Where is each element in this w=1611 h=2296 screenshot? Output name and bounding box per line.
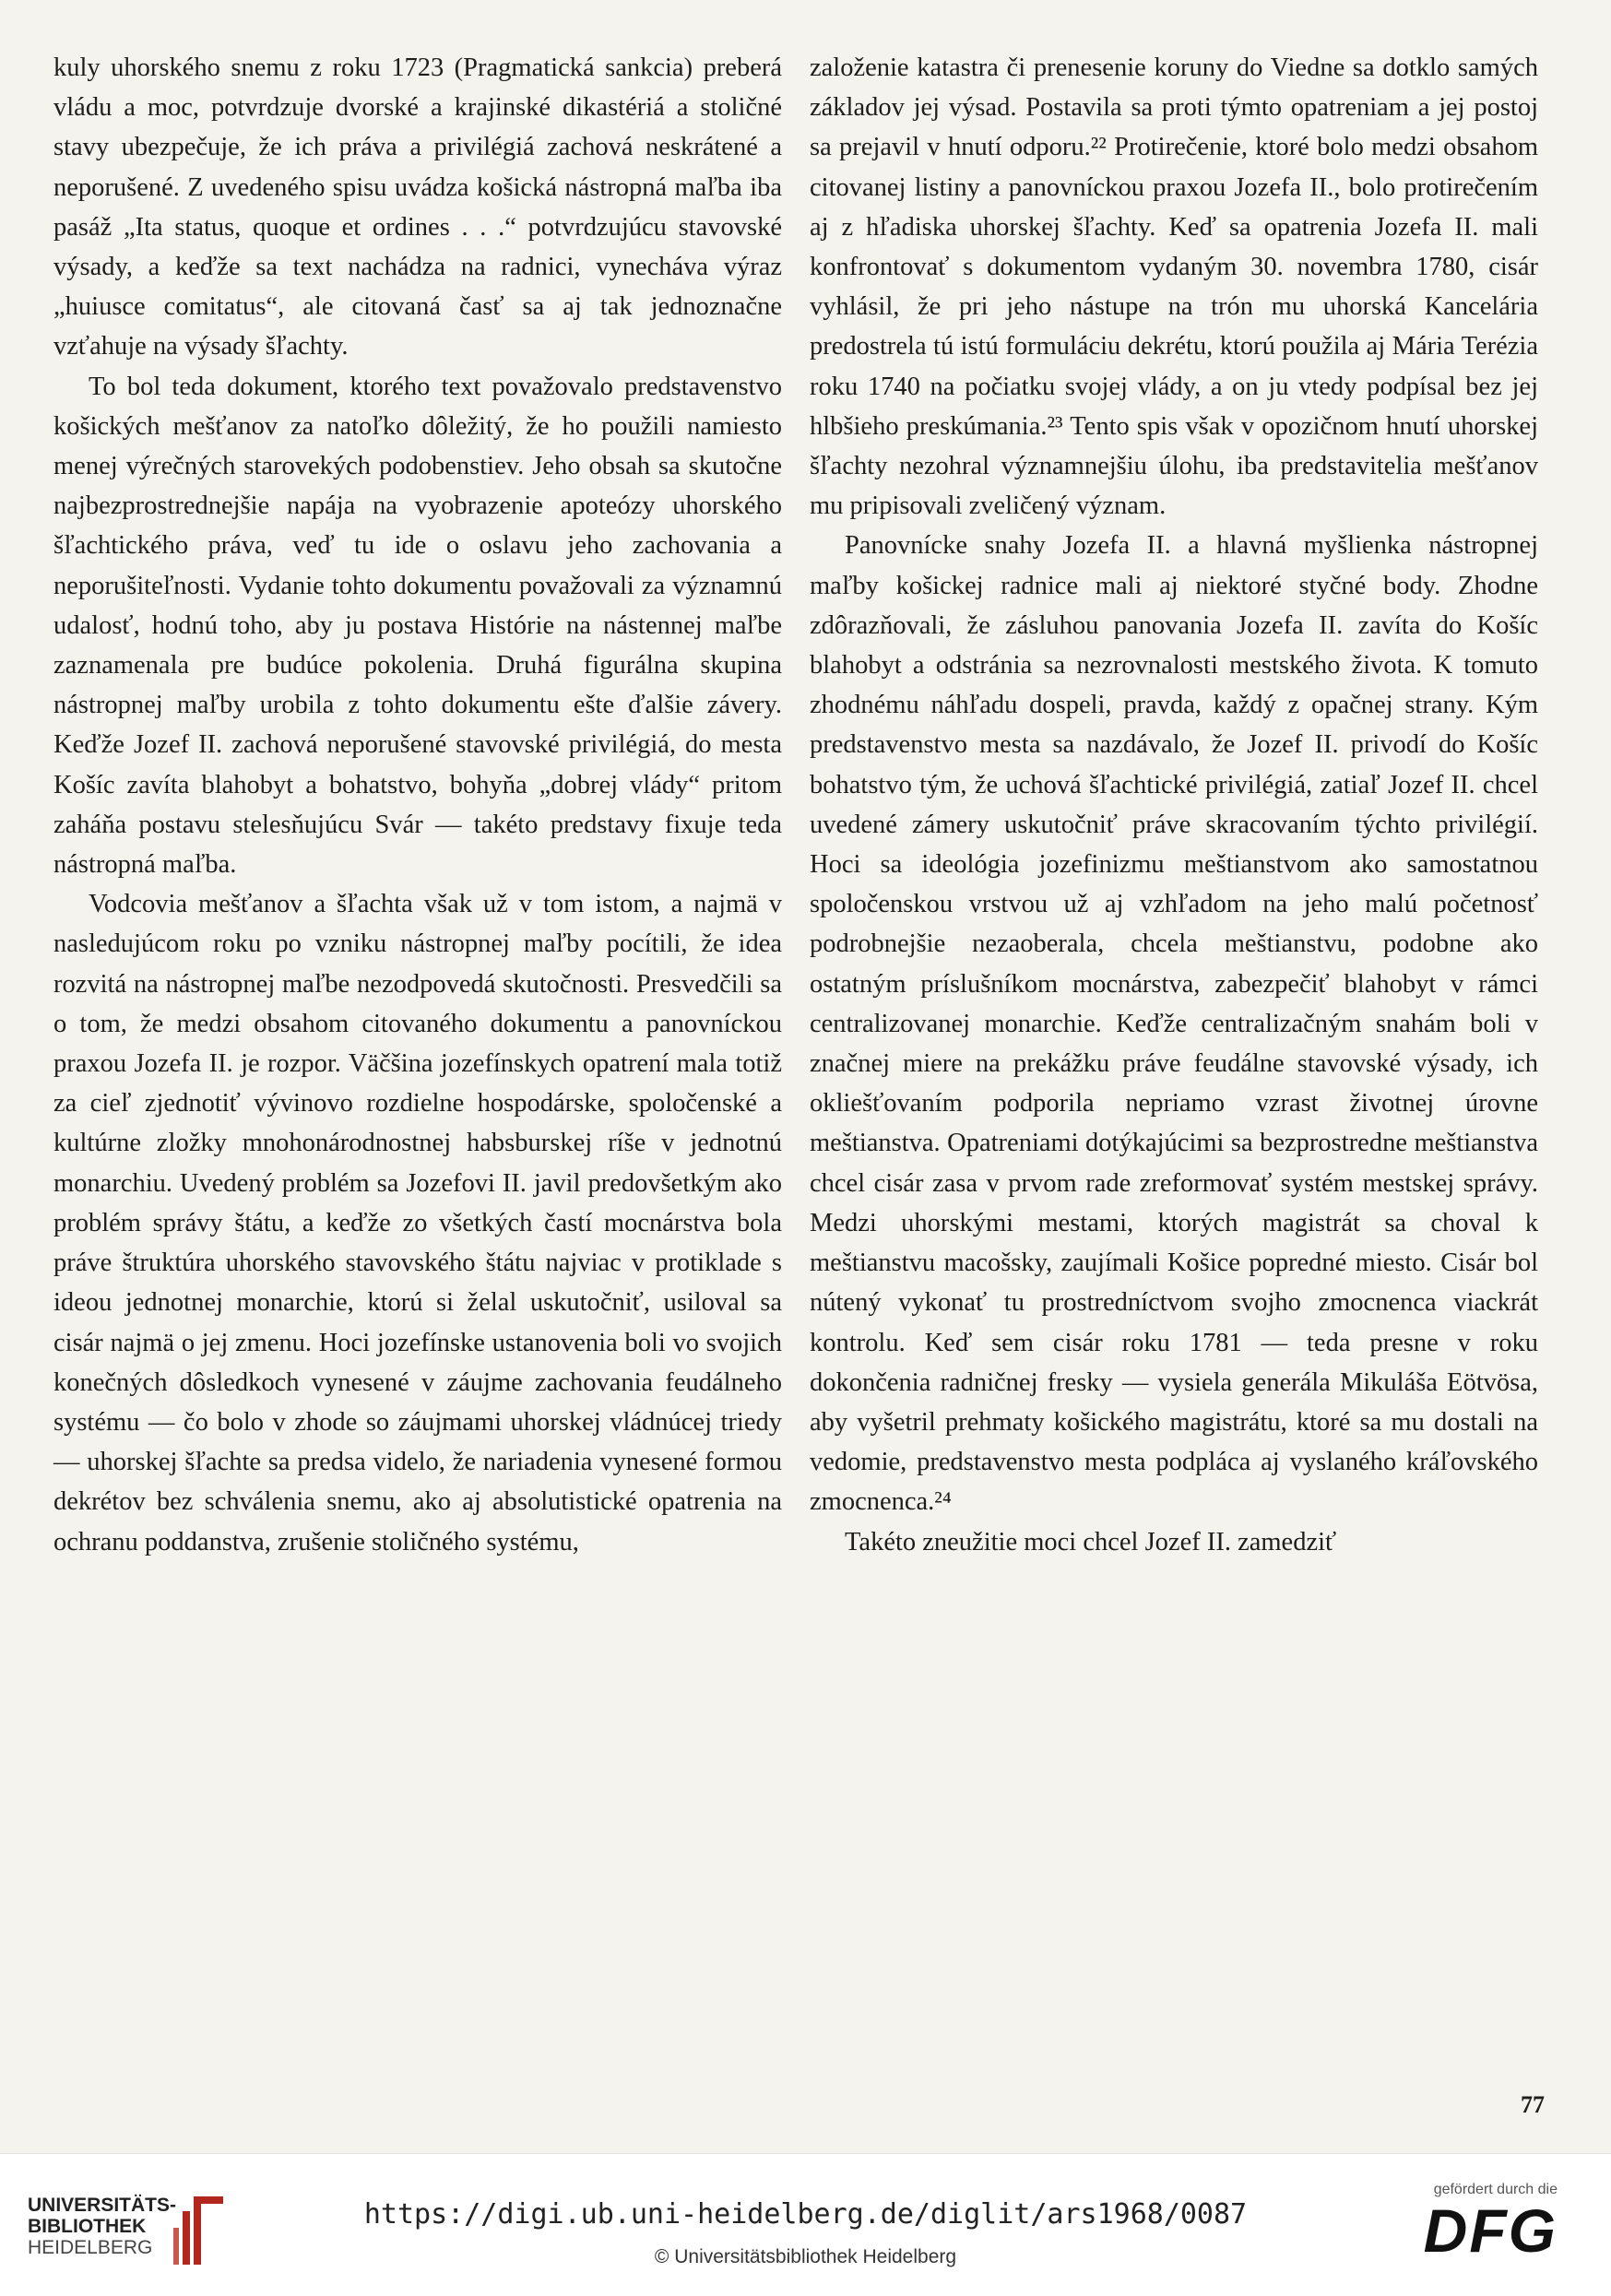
dfg-logo[interactable] — [1401, 2182, 1558, 2274]
library-name: UNIVERSITÄTS- BIBLIOTHEK HEIDELBERG — [28, 2195, 177, 2258]
footer-bar — [0, 2153, 1611, 2296]
paragraph: To bol teda dokument, ktorého text považovalo predstavenstvo košických mešťanov za natoľko dôležitý, že ho použili namiesto menej výrečných starovekých podobenstiev. Jeho obsah sa skutočne najbezprostrednejšie napája na vyobrazenie apoteózy uhorského šľachtického práva, veď tu ide o oslavu jeho zachovania a neporušiteľnosti. Vydanie tohto dokumentu považovali za významnú udalosť, hodnú toho, aby ju postava Histórie na nástennej maľbe zaznamenala pre budúce pokolenia. Druhá figurálna skupina nástropnej maľby urobila z tohto dokumentu ešte ďalšie závery. Keďže Jozef II. zachová neporušené stavovské privilégiá, do mesta Košíc zavíta blahobyt a bohatstvo, bohyňa „dobrej vlády“ pritom zaháňa postavu stelesňujúcu Svár — takéto predstavy fixuje teda nástropná maľba. — [53, 372, 782, 880]
paragraph: Takéto zneužitie moci chcel Jozef II. zamedziť — [845, 1527, 1337, 1556]
right-text-column — [810, 48, 1538, 1562]
paragraph: založenie katastra či prenesenie koruny do Viedne sa dotklo samých základov jej výsad. Postavila sa proti týmto opatreniam a jej postoj sa prejavil v hnutí odporu.²² Protirečenie, ktoré bolo medzi obsahom citovanej listiny a panovníckou praxou Jozefa II., bolo protirečením aj z hľadiska uhorskej šľachty. Keď sa opatrenia Jozefa II. mali konfrontovať s dokumentom vydaným 30. novembra 1780, cisár vyhlásil, že pri jeho nástupe na trón mu uhorská Kancelária predostrela tú istú formuláciu dekrétu, ktorú použila aj Mária Terézia roku 1740 na počiatku svojej vlády, a on ju vtedy podpísal bez jej hlbšieho preskúmania.²³ Tento spis však v opozičnom hnutí uhorskej šľachty nezohral významnejšiu úlohu, iba predstavitelia mešťanov mu pripisovali zveličený význam. — [810, 53, 1538, 521]
left-text-column — [53, 48, 782, 1562]
page-number: 77 — [1521, 2091, 1545, 2118]
paragraph: Vodcovia mešťanov a šľachta však už v tom istom, a najmä v nasledujúcom roku po vzniku nástropnej maľby pocítili, že idea rozvitá na nástropnej maľbe nezodpovedá skutočnosti. Presvedčili sa o tom, že medzi obsahom citovaného dokumentu a panovníckou praxou Jozefa II. je rozpor. Väčšina jozefínskych opatrení mala totiž za cieľ zjednotiť vývinovo rozdielne hospodárske, spoločenské a kultúrne zložky mnohonárodnostnej habsburskej ríše v jednotnú monarchiu. Uvedený problém sa Jozefovi II. javil predovšetkým ako problém správy štátu, a keďže zo všetkých častí mocnárstva bola práve štruktúra uhorského stavovského štátu najviac v protiklade s ideou jednotnej monarchie, ktorú si želal uskutočniť, usiloval sa cisár najmä o jej zmenu. Hoci jozefínske ustanovenia boli vo svojich konečných dôsledkoch vynesené v záujme zachovania feudálneho systému — čo bolo v zhode so záujmami uhorskej vládnúcej triedy — uhorskej šľachte sa predsa videlo, že nariadenia vynesené formou dekrétov bez schválenia snemu, ako aj absolutistické opatrenia na ochranu poddanstva, zrušenie stoličného systému, — [53, 890, 782, 1556]
paragraph: kuly uhorského snemu z roku 1723 (Pragmatická sankcia) preberá vládu a moc, potvrdzuje dvorské a krajinské dikastériá a stoličné stavy ubezpečuje, že ich práva a privilégiá zachová neskrátené a neporušené. Z uvedeného spisu uvádza košická nástropná maľba iba pasáž „Ita status, quoque et ordines . . .“ potvrdzujúcu stavovské výsady, a keďže sa text nachádza na radnici, vynecháva výraz „huiusce comitatus“, ale citovaná časť sa aj tak jednoznačne vzťahuje na výsady šľachty. — [53, 53, 782, 361]
dfg-wordmark: DFG — [1423, 2196, 1558, 2265]
funding-note: gefördert durch die — [1433, 2182, 1558, 2197]
paragraph: Panovnícke snahy Jozefa II. a hlavná myšlienka nástropnej maľby košickej radnice mali aj niektoré styčné body. Zhodne zdôrazňovali, že zásluhou panovania Jozefa II. zavíta do Košíc blahobyt a odstránia sa nezrovnalosti mestského života. K tomuto zhodnému náhľadu dospeli, pravda, každý z opačnej strany. Kým predstavenstvo mesta sa nazdávalo, že Jozef II. privodí do Košíc bohatstvo tým, že uchová šľachtické privilégiá, zatiaľ Jozef II. chcel uvedené zámery uskutočniť práve skracovaním týchto privilégií. Hoci sa ideológia jozefinizmu meštianstvom ako samostatnou spoločenskou vrstvou už aj vzhľadom na jeho malú početnosť podrobnejšie nezaoberala, chcela meštianstvu, podobne ako ostatným príslušníkom mocnárstva, zabezpečiť blahobyt v rámci centralizovanej monarchie. Keďže centralizačným snahám boli v značnej miere na prekážku práve feudálne stavovské výsady, ich okliešťovaním podporila nepriamo vzrast životnej úrovne meštianstva. Opatreniami dotýkajúcimi sa bezprostredne meštianstva chcel cisár zasa v prvom rade zreformovať systém mestskej správy. Medzi uhorskými mestami, ktorých magistrát sa choval k meštianstvu macošsky, zaujímali Košice popredné miesto. Cisár bol nútený vykonať tu prostredníctvom svojho zmocnenca viackrát kontrolu. Keď sem cisár roku 1781 — teda presne v roku dokončenia radničnej fresky — vysiela generála Mikuláša Eötvösa, aby vyšetril prehmaty košického magistrátu, ktoré sa mu dostali na vedomie, predstavenstvo mesta podpláca aj vyslaného kráľovského zmocnenca.²⁴ — [810, 531, 1538, 1517]
copyright-notice: © Universitätsbibliothek Heidelberg — [654, 2246, 957, 2267]
permalink-url[interactable]: https://digi.ub.uni-heidelberg.de/diglit/ars1968/0087 — [363, 2198, 1248, 2231]
